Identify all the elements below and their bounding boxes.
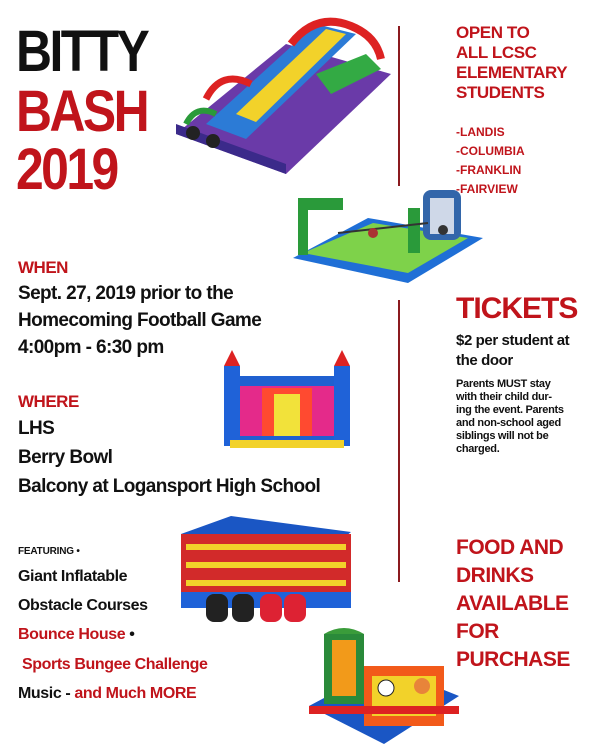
open-to-line: OPEN TO — [456, 23, 530, 42]
food-line: PURCHASE — [456, 648, 570, 671]
where-line: Berry Bowl — [18, 447, 113, 468]
bullet: • — [125, 626, 135, 643]
food-line: AVAILABLE — [456, 592, 569, 615]
tickets-note-line: and non-school aged — [456, 417, 561, 429]
obstacle-course-inflatable — [166, 14, 396, 184]
food-line: DRINKS — [456, 564, 534, 587]
featuring-item: Giant Inflatable — [18, 568, 128, 585]
when-line: Homecoming Football Game — [18, 310, 262, 331]
where-label: WHERE — [18, 392, 79, 411]
when-line: 4:00pm - 6:30 pm — [18, 337, 164, 358]
title-line-year: 2019 — [16, 137, 117, 202]
school-item: -FAIRVIEW — [456, 182, 518, 196]
title-line-bash: BASH — [16, 79, 148, 144]
food-drinks-text — [456, 534, 570, 674]
open-to-heading — [456, 23, 567, 103]
bungee-run-inflatable — [288, 188, 488, 288]
tickets-note-line: with their child dur- — [456, 391, 552, 403]
where-details — [18, 414, 320, 501]
tickets-heading: TICKETS — [456, 292, 578, 325]
tickets-price — [456, 331, 569, 371]
much-more-text: and Much MORE — [74, 685, 197, 702]
when-line: Sept. 27, 2019 prior to the — [18, 283, 234, 304]
food-line: FOOD AND — [456, 536, 564, 559]
boxing-ring-inflatable — [176, 514, 356, 626]
obstacle-course-inflatable-2 — [304, 626, 464, 746]
schools-list — [456, 123, 525, 199]
tickets-note-line: siblings will not be — [456, 430, 549, 442]
school-item: -LANDIS — [456, 125, 505, 139]
featuring-item: Sports Bungee Challenge — [22, 656, 208, 673]
title-line-bitty: BITTY — [16, 19, 148, 84]
divider-top — [398, 26, 400, 186]
open-to-line: ALL LCSC — [456, 43, 537, 62]
music-text: Music - — [18, 685, 75, 702]
when-details — [18, 280, 261, 361]
tickets-note-line: charged. — [456, 443, 500, 455]
open-to-line: STUDENTS — [456, 83, 545, 102]
featuring-item: Obstacle Courses — [18, 597, 148, 614]
tickets-price-line: the door — [456, 352, 513, 369]
where-line: Balcony at Logansport High School — [18, 476, 321, 497]
school-item: -COLUMBIA — [456, 144, 525, 158]
tickets-note — [456, 378, 564, 456]
featuring-item — [18, 626, 134, 644]
tickets-note-line: ing the event. Parents — [456, 404, 564, 416]
food-line: FOR — [456, 620, 499, 643]
tickets-price-line: $2 per student at — [456, 332, 570, 349]
bounce-house-text: Bounce House — [18, 626, 126, 643]
where-line: LHS — [18, 418, 55, 439]
divider-bottom — [398, 300, 400, 582]
featuring-item — [18, 685, 196, 703]
featuring-label: FEATURING • — [18, 546, 80, 557]
when-label: WHEN — [18, 258, 68, 277]
open-to-line: ELEMENTARY — [456, 63, 568, 82]
tickets-note-line: Parents MUST stay — [456, 378, 551, 390]
school-item: -FRANKLIN — [456, 163, 522, 177]
